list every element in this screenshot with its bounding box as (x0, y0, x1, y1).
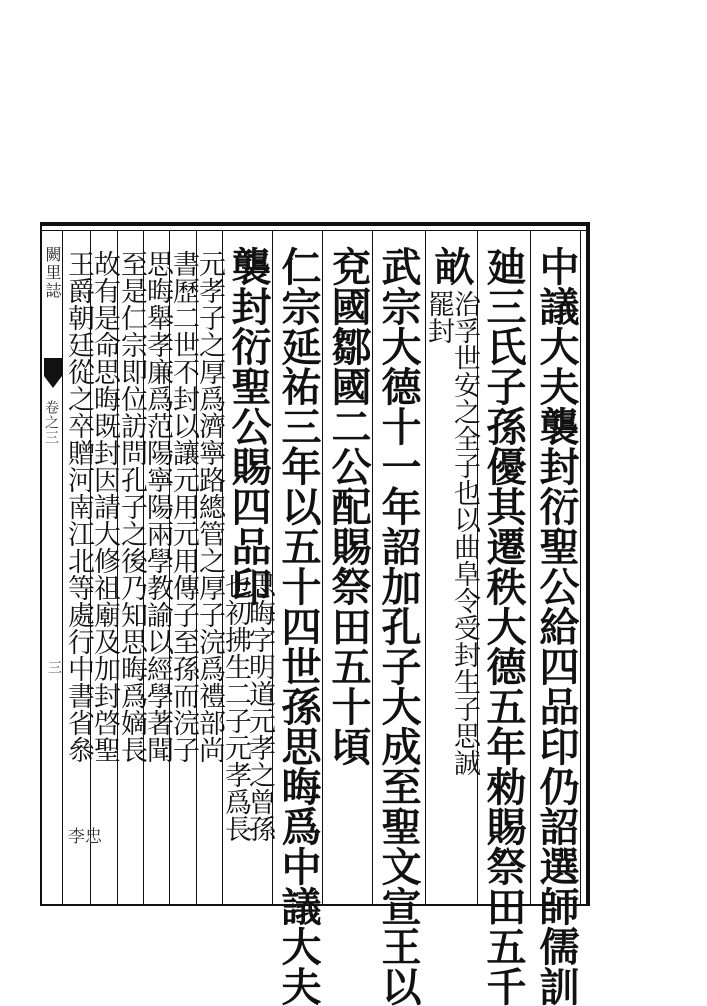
fold-title: 闕里誌 (43, 246, 62, 300)
column-divider (372, 230, 373, 904)
annotation-column: 罷封 (423, 290, 454, 344)
annotation-column: 治孚世安之全子也以曲阜令受封生子思誠 (449, 290, 480, 776)
fold-margin (44, 240, 62, 900)
text-column: 中議大夫襲封衍聖公給四品印仍詔選師儒訓 (533, 246, 580, 1006)
annotation-column: 也初拂生二子元孝爲長 (220, 572, 251, 842)
annotation-column: 書歷二世不封以讓元用元用傳子至孫而浣子 (168, 250, 199, 763)
annotation-column: 故有是命思晦既封因請大修祖廟及加封啓聖 (89, 250, 120, 763)
annotation-column: 思晦舉孝廉爲范陽寧陽兩學教諭以經學著聞 (142, 250, 173, 763)
annotation-column: 元孝子之厚爲濟寧路總管之厚子浣爲禮部尚 (194, 250, 225, 763)
text-column: 武宗大德十一年詔加孔子大成至聖文宣王以 (375, 246, 422, 1006)
frame-top-inner-border (40, 230, 590, 231)
annotation-column: 至是仁宗即位訪問孔子之後乃知思晦爲嫡長 (116, 250, 147, 763)
fishtail-mark-icon (44, 358, 62, 388)
text-column: 畝 (428, 246, 475, 286)
frame-left-border (40, 222, 42, 906)
text-column: 襲封衍聖公賜四品印 (225, 246, 272, 606)
carver-name: 李忠 (68, 827, 102, 847)
text-column: 廸三氏子孫優其遷秩大德五年勑賜祭田五千 (480, 246, 527, 1006)
text-column: 仁宗延祐三年以五十四世孫思晦爲中議大夫 (275, 246, 322, 1006)
frame-right-border (586, 222, 590, 906)
frame-top-border (40, 222, 590, 226)
column-divider (530, 230, 531, 904)
fold-page-number: 三 (46, 660, 62, 674)
text-column: 兗國鄒國二公配賜祭田五十頃 (325, 246, 372, 766)
fold-volume: 卷之三 (43, 400, 59, 445)
annotation-column: 思晦字明道元孝之曾孫 (244, 572, 275, 842)
annotation-column: 王爵朝廷從之卒贈河南江北等處行中書省叅 (63, 250, 94, 763)
column-divider (322, 230, 323, 904)
frame-right-inner-border (580, 230, 581, 904)
